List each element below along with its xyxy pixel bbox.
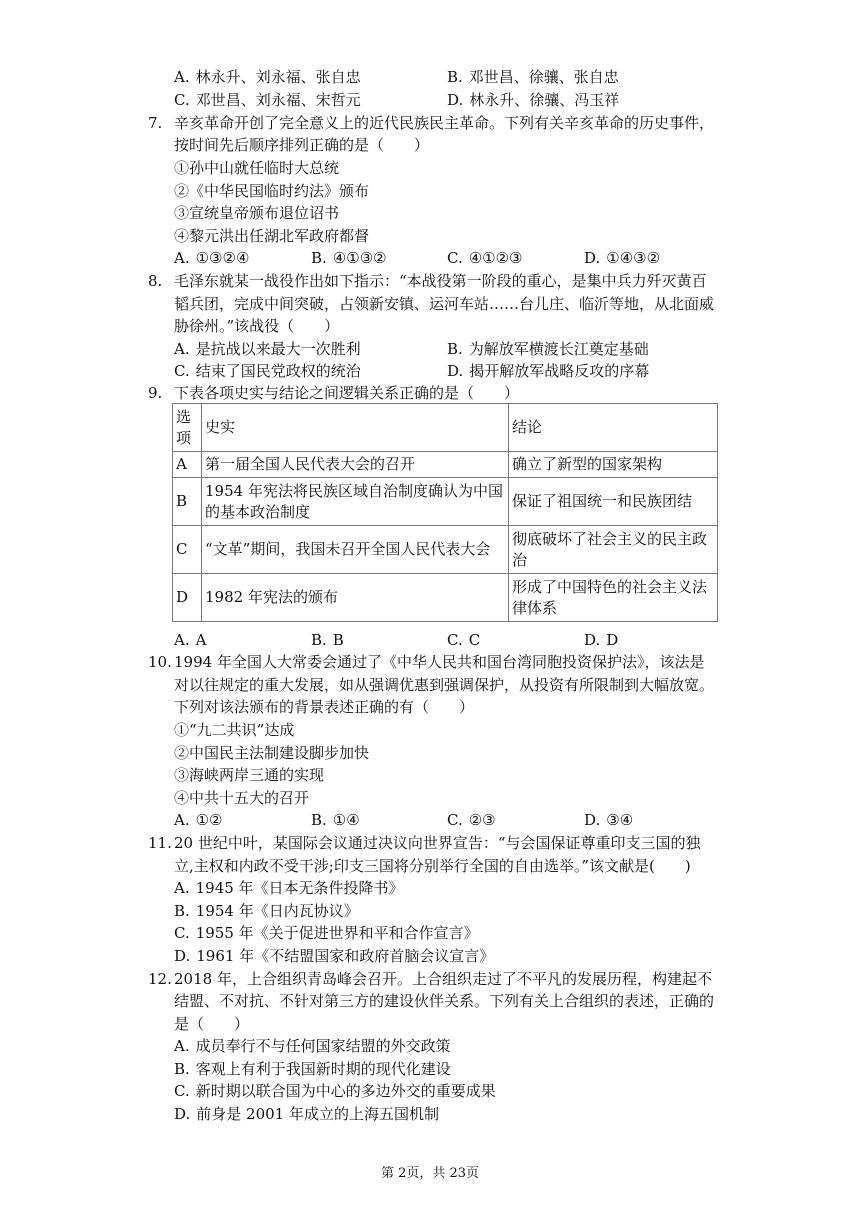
q6-option-c: C. 邓世昌、刘永福、宋哲元 [174, 91, 361, 109]
q10-option-b: B. ①④ [311, 811, 360, 829]
q10-option-a: A. ①② [174, 811, 223, 829]
q10-item-2: ②中国民主法制建设脚步加快 [174, 744, 370, 762]
q11-number: 11. [148, 834, 172, 852]
table-row [173, 526, 718, 574]
q7-option-c: C. ④①②③ [447, 249, 523, 267]
table-header-option: 选项 [173, 404, 202, 452]
q12-stem-line-1: 2018 年，上合组织青岛峰会召开。上合组织走过了不平凡的发展历程，构建起不 [174, 970, 712, 988]
q11-option-b: B. 1954 年《日内瓦协议》 [174, 902, 359, 920]
q10-number: 10. [148, 653, 172, 671]
q7-option-a: A. ①③②④ [174, 249, 250, 267]
q12-option-b: B. 客观上有利于我国新时期的现代化建设 [174, 1060, 451, 1078]
table-cell-fact: 第一届全国人民代表大会的召开 [202, 452, 509, 478]
q7-item-3: ③宣统皇帝颁布退位诏书 [174, 204, 340, 222]
q12-stem-line-2: 结盟、不对抗、不针对第三方的建设伙伴关系。下列有关上合组织的表述，正确的 [174, 992, 715, 1010]
q11-option-d: D. 1961 年《不结盟国家和政府首脑会议宣言》 [174, 947, 495, 965]
q10-item-3: ③海峡两岸三通的实现 [174, 766, 325, 784]
q8-option-b: B. 为解放军横渡长江奠定基础 [447, 340, 649, 358]
table-cell-conclusion: 形成了中国特色的社会主义法律体系 [509, 574, 718, 622]
table-cell-option: A [173, 452, 202, 478]
table-header-row [173, 404, 718, 452]
q7-item-1: ①孙中山就任临时大总统 [174, 159, 340, 177]
q7-stem-line-2: 按时间先后顺序排列正确的是（ ） [174, 136, 430, 154]
q12-option-c: C. 新时期以联合国为中心的多边外交的重要成果 [174, 1082, 496, 1100]
q10-stem-line-3: 下列对该法颁布的背景表述正确的有（ ） [174, 698, 475, 716]
q9-option-d: D. D [584, 631, 619, 649]
table-cell-fact: 1982 年宪法的颁布 [202, 574, 509, 622]
q9-option-a: A. A [174, 631, 207, 649]
table-row [173, 478, 718, 526]
q8-number: 8. [148, 272, 163, 290]
q7-item-4: ④黎元洪出任湖北军政府都督 [174, 227, 370, 245]
q8-stem-line-3: 胁徐州。”该战役（ ） [174, 317, 340, 335]
q6-option-a: A. 林永升、刘永福、张自忠 [174, 68, 361, 86]
q8-option-a: A. 是抗战以来最大一次胜利 [174, 340, 361, 358]
q10-option-d: D. ③④ [584, 811, 634, 829]
q8-option-d: D. 揭开解放军战略反攻的序幕 [447, 362, 650, 380]
table-cell-fact: “文革”期间，我国未召开全国人民代表大会 [202, 526, 509, 574]
q6-option-d: D. 林永升、徐骧、冯玉祥 [447, 91, 620, 109]
q11-option-c: C. 1955 年《关于促进世界和平和合作宣言》 [174, 924, 479, 942]
q12-option-a: A. 成员奉行不与任何国家结盟的外交政策 [174, 1037, 451, 1055]
page-footer: 第 2页，共 23页 [380, 1166, 480, 1181]
table-cell-option: D [173, 574, 202, 622]
q10-item-1: ①“九二共识”达成 [174, 721, 295, 739]
q10-option-c: C. ②③ [447, 811, 496, 829]
q9-facts-table [172, 403, 718, 622]
q7-item-2: ②《中华民国临时约法》颁布 [174, 182, 370, 200]
q6-option-b: B. 邓世昌、徐骧、张自忠 [447, 68, 619, 86]
q7-number: 7. [148, 114, 163, 132]
table-cell-option: B [173, 478, 202, 526]
q9-option-b: B. B [311, 631, 344, 649]
q7-stem-line-1: 辛亥革命开创了完全意义上的近代民族民主革命。下列有关辛亥革命的历史事件， [174, 114, 715, 132]
q9-stem: 下表各项史实与结论之间逻辑关系正确的是（ ） [174, 384, 520, 402]
q7-option-d: D. ①④③② [584, 249, 661, 267]
table-row [173, 574, 718, 622]
table-cell-conclusion: 保证了祖国统一和民族团结 [509, 478, 718, 526]
q12-option-d: D. 前身是 2001 年成立的上海五国机制 [174, 1105, 439, 1123]
q9-option-c: C. C [447, 631, 481, 649]
table-header-fact: 史实 [202, 404, 509, 452]
table-header-conclusion: 结论 [509, 404, 718, 452]
q11-stem-line-2: 立,主权和内政不受干涉;印支三国将分别举行全国的自由选举。”该文献是( ) [174, 857, 691, 875]
table-cell-conclusion: 彻底破坏了社会主义的民主政治 [509, 526, 718, 574]
q8-stem-line-1: 毛泽东就某一战役作出如下指示：“本战役第一阶段的重心，是集中兵力歼灭黄百 [174, 272, 707, 290]
q12-number: 12. [148, 970, 172, 988]
q10-stem-line-1: 1994 年全国人大常委会通过了《中华人民共和国台湾同胞投资保护法》，该法是 [174, 653, 705, 671]
table-row [173, 452, 718, 478]
q7-option-b: B. ④①③② [311, 249, 387, 267]
table-cell-fact: 1954 年宪法将民族区域自治制度确认为中国的基本政治制度 [202, 478, 509, 526]
q9-number: 9. [148, 384, 163, 402]
q10-stem-line-2: 对以往规定的重大发展，如从强调优惠到强调保护，从投资有所限制到大幅放宽。 [174, 676, 715, 694]
table-cell-conclusion: 确立了新型的国家架构 [509, 452, 718, 478]
q8-stem-line-2: 韬兵团，完成中间突破，占领新安镇、运河车站……台儿庄、临沂等地，从北面威 [174, 295, 715, 313]
q8-option-c: C. 结束了国民党政权的统治 [174, 362, 361, 380]
q12-stem-line-3: 是（ ） [174, 1015, 250, 1033]
q10-item-4: ④中共十五大的召开 [174, 789, 310, 807]
q11-stem-line-1: 20 世纪中叶，某国际会议通过决议向世界宣告：“与会国保证尊重印支三国的独 [174, 834, 701, 852]
q11-option-a: A. 1945 年《日本无条件投降书》 [174, 879, 404, 897]
table-cell-option: C [173, 526, 202, 574]
